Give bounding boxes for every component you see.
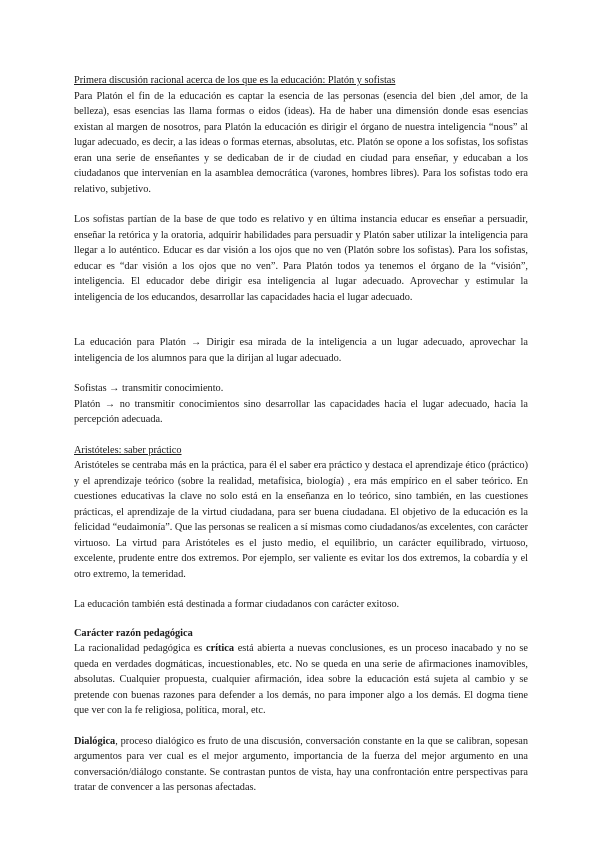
section-title-plato-sofistas: Primera discusión racional acerca de los que es la educación: Platón y sofistas <box>74 75 396 86</box>
text: está abierta a nuevas conclusiones, es un proceso inacabado y no se queda en verdades dogmáticas, incuestionables, etc. No se queda en una serie de afirmaciones inamovibles, absolutas. Cualquier propuesta, cualquier afirmación, idea sobre la educación está sujeta al cambio y se pretende con buenas razones para defender a los demás, no para imponer algo a los demás. El dogma tiene que ver con la fe religiosa, política, moral, etc. <box>74 643 528 716</box>
paragraph-critica <box>74 641 528 719</box>
section-heading-razon-pedagogica: Carácter razón pedagógica <box>74 627 193 639</box>
text: La racionalidad pedagógica es <box>74 643 206 654</box>
paragraph: La educación también está destinada a formar ciudadanos con carácter exitoso. <box>74 599 400 610</box>
paragraph: La educación para Platón → Dirigir esa mirada de la inteligencia a un lugar adecuado, aprovechar la inteligencia de los alumnos para que la dirijan al lugar adecuado. <box>74 337 528 364</box>
paragraph: Aristóteles se centraba más en la práctica, para él el saber era práctico y destaca el aprendizaje ético (práctico) y el aprendizaje teórico (sobre la realidad, metafísica, biología) , era más empírico en el saber teórico. En cuestiones educativas la clave no solo está en la enseñanza en lo teórico, sino también, en las cuestiones prácticas, el aprendizaje de la virtud ciudadana, para ser buena ciudadana. El objetivo de la educación es la felicidad “eudaimonía”. Que las personas se realicen a sí mismas como ciudadanos/as excelentes, con carácter virtuoso. La virtud para Aristóteles es el justo medio, el equilibrio, un carácter equilibrado, virtuoso, excelente, prudente entre dos extremos. Por ejemplo, ser valiente es evitar los dos extremos, la cobardía y el otro extremo, la temeridad. <box>74 460 529 580</box>
paragraph: Los sofistas partían de la base de que todo es relativo y en última instancia educar es enseñar a persuadir, enseñar la retórica y la oratoria, adquirir habilidades para persuadir y Platón saber utilizar la inteligencia para llegar a lo auténtico. Educar es dar visión a los ojos que no ven (Platón sobre los sofistas). Para los sofistas, educar es “dar visión a los ojos que no ven”. Para Platón todos ya tenemos el órgano de la “visión”, inteligencia. El educador debe dirigir esa inteligencia al lugar adecuado. Aprovechar y estimular la inteligencia de los educandos, desarrollar las capacidades hacia el lugar adecuado. <box>74 214 528 303</box>
bold-term: Dialógica <box>74 735 116 747</box>
bold-term: crítica <box>206 643 235 654</box>
paragraph: Para Platón el fin de la educación es captar la esencia de las personas (esencia del bien ,del amor, de la belleza), esas esencias las llama formas o eidos (ideas). Ha de haber una dimensión donde esas esencias existan al margen de nosotros, para Platón la educación es dirigir el órgano de nuestra inteligencia “nous” al lugar adecuado, es decir, a las ideas o formas eternas, absolutas, etc. Platón se opone a los sofistas, los sofistas eran una serie de enseñantes y se dedicaban de ir de ciudad en ciudad para enseñar, y educaban a los ciudadanos que intervenían en la asamblea democrática (varones, hombres libres). Para los sofistas todo era relativo, subjetivo. <box>74 90 528 195</box>
document-page <box>74 73 528 796</box>
text: , proceso dialógico es fruto de una discusión, conversación constante en la que se calibran, sopesan argumentos para ver cual es el mejor argumento, importancia de la fuerza del mejor argumento en una conversación/diálogo constante. Se contrastan puntos de vista, hay una confrontación entre perspectivas para tratar de convencer a las personas afectadas. <box>74 735 528 793</box>
section-title-aristoteles: Aristóteles: saber práctico <box>74 444 182 456</box>
paragraph-dialogica <box>74 734 528 796</box>
paragraph: Platón → no transmitir conocimientos sino desarrollar las capacidades hacia el lugar adecuado, hacia la percepción adecuada. <box>74 398 528 425</box>
paragraph: Sofistas → transmitir conocimiento. <box>74 383 224 394</box>
